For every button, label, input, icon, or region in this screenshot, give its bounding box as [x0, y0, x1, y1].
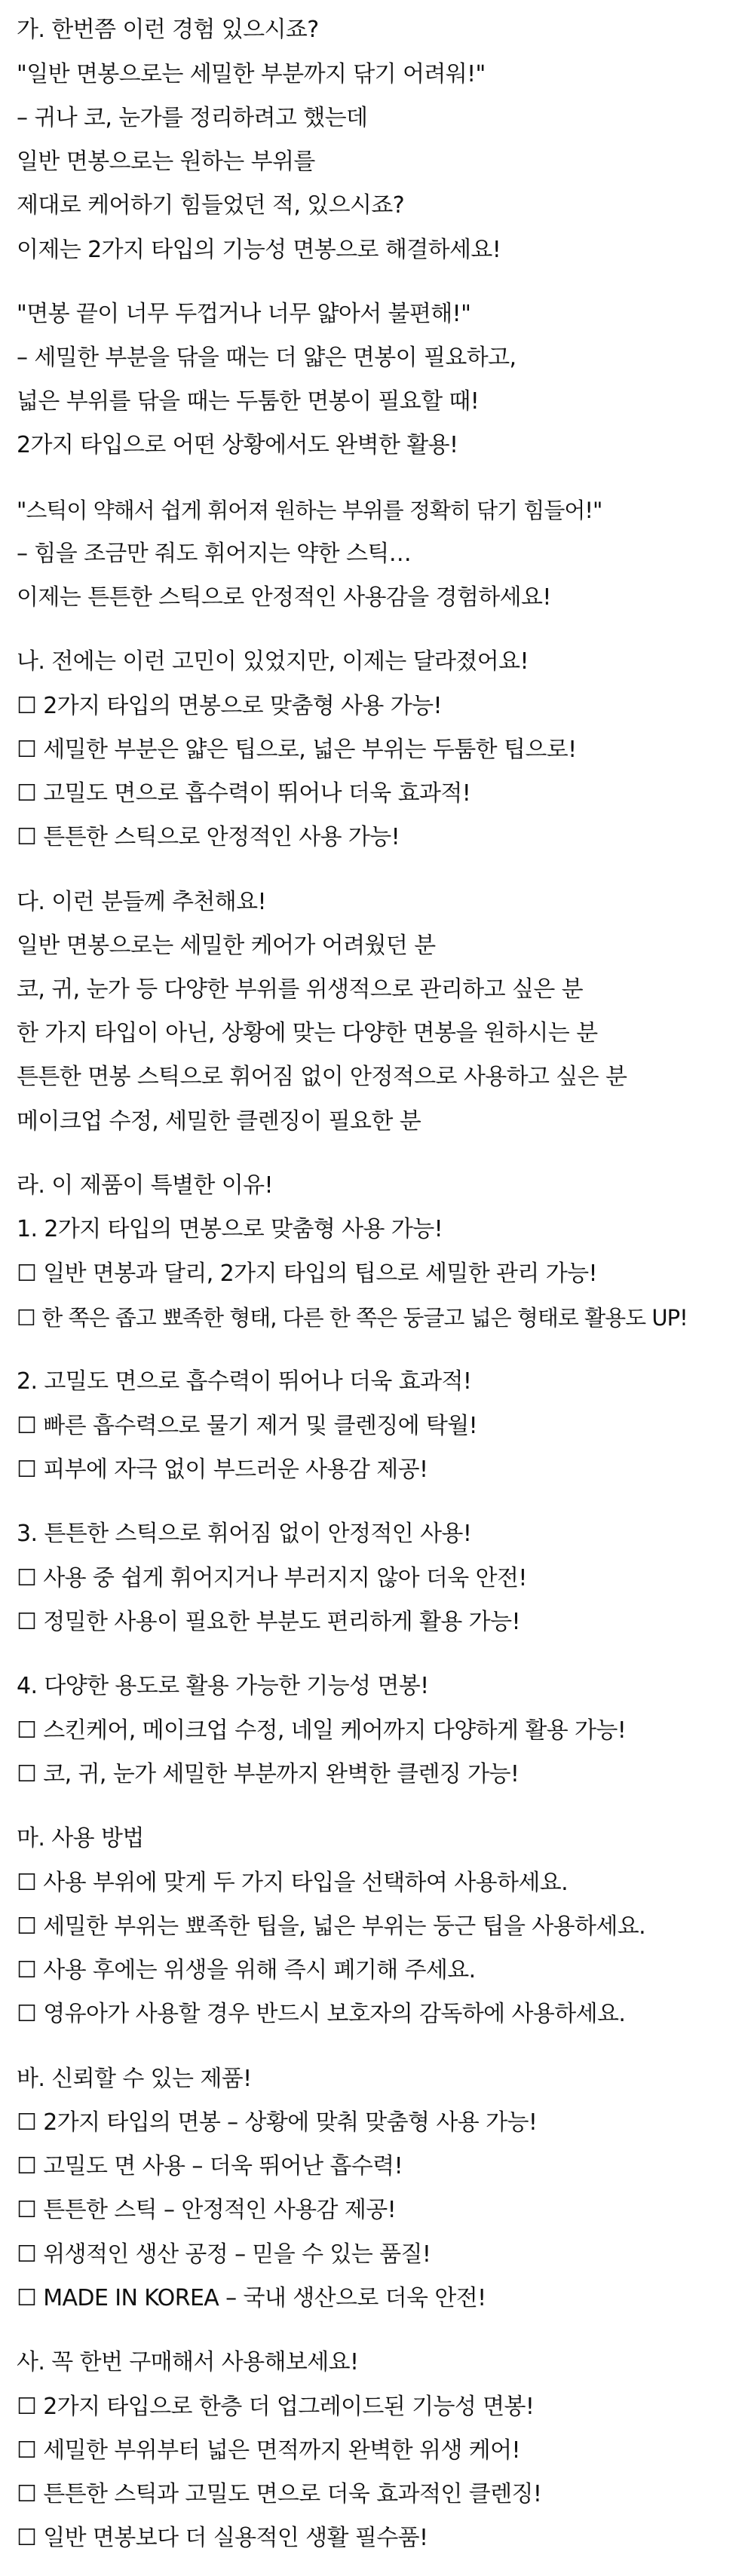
- checklist-item: ☐ 사용 후에는 위생을 위해 즉시 폐기해 주세요.: [17, 1957, 476, 1983]
- subheading: 1. 2가지 타입의 면봉으로 맞춤형 사용 가능!: [17, 1216, 443, 1242]
- checklist-item: ☐ 정밀한 사용이 필요한 부분도 편리하게 활용 가능!: [17, 1609, 520, 1635]
- text-line: 코, 귀, 눈가 등 다양한 부위를 위생적으로 관리하고 싶은 분: [17, 976, 584, 1003]
- section-heading: 나. 전에는 이런 고민이 있었지만, 이제는 달라졌어요!: [17, 648, 529, 675]
- checklist-item: ☐ 세밀한 부분은 얇은 팁으로, 넓은 부위는 두툼한 팁으로!: [17, 737, 577, 763]
- checklist-item: ☐ 위생적인 생산 공정 – 믿을 수 있는 품질!: [17, 2241, 431, 2268]
- text-line: "스틱이 약해서 쉽게 휘어져 원하는 부위를 정확히 닦기 힘들어!": [17, 498, 602, 523]
- subheading: 3. 튼튼한 스틱으로 휘어짐 없이 안정적인 사용!: [17, 1521, 472, 1547]
- subheading: 4. 다양한 용도로 활용 가능한 기능성 면봉!: [17, 1673, 429, 1699]
- checklist-item: ☐ 사용 부위에 맞게 두 가지 타입을 선택하여 사용하세요.: [17, 1870, 569, 1896]
- checklist-item: ☐ 고밀도 면으로 흡수력이 뛰어나 더욱 효과적!: [17, 780, 471, 807]
- checklist-item: ☐ 세밀한 부위는 뾰족한 팁을, 넓은 부위는 둥근 팁을 사용하세요.: [17, 1913, 646, 1940]
- section-heading: 마. 사용 방법: [17, 1825, 144, 1852]
- text-line: 한 가지 타입이 아닌, 상황에 맞는 다양한 면봉을 원하시는 분: [17, 1020, 598, 1046]
- text-line: – 세밀한 부분을 닦을 때는 더 얇은 면봉이 필요하고,: [17, 345, 516, 371]
- checklist-item: ☐ MADE IN KOREA – 국내 생산으로 더욱 안전!: [17, 2285, 486, 2311]
- text-line: 메이크업 수정, 세밀한 클렌징이 필요한 분: [17, 1108, 421, 1135]
- checklist-item: ☐ 일반 면봉과 달리, 2가지 타입의 팁으로 세밀한 관리 가능!: [17, 1260, 597, 1287]
- checklist-item: ☐ 튼튼한 스틱으로 안정적인 사용 가능!: [17, 824, 400, 850]
- text-line: 일반 면봉으로는 세밀한 케어가 어려웠던 분: [17, 933, 436, 959]
- text-line: 튼튼한 면봉 스틱으로 휘어짐 없이 안정적으로 사용하고 싶은 분: [17, 1064, 627, 1090]
- checklist-item: ☐ 영유아가 사용할 경우 반드시 보호자의 감독하에 사용하세요.: [17, 2001, 626, 2027]
- text-line: 일반 면봉으로는 원하는 부위를: [17, 149, 315, 175]
- section-heading: 라. 이 제품이 특별한 이유!: [17, 1172, 273, 1199]
- text-line: 넓은 부위를 닦을 때는 두툼한 면봉이 필요할 때!: [17, 388, 480, 415]
- text-line: 2가지 타입으로 어떤 상황에서도 완벽한 활용!: [17, 432, 458, 458]
- checklist-item: ☐ 스킨케어, 메이크업 수정, 네일 케어까지 다양하게 활용 가능!: [17, 1717, 627, 1744]
- text-line: "일반 면봉으로는 세밀한 부분까지 닦기 어려워!": [17, 61, 486, 87]
- section-heading: 다. 이런 분들께 추천해요!: [17, 889, 266, 915]
- checklist-item: ☐ 세밀한 부위부터 넓은 면적까지 완벽한 위생 케어!: [17, 2437, 520, 2464]
- checklist-item: ☐ 튼튼한 스틱과 고밀도 면으로 더욱 효과적인 클렌징!: [17, 2481, 542, 2507]
- text-line: 제대로 케어하기 힘들었던 적, 있으시죠?: [17, 192, 405, 219]
- checklist-item: ☐ 튼튼한 스틱 – 안정적인 사용감 제공!: [17, 2197, 397, 2223]
- checklist-item: ☐ 한 쪽은 좁고 뾰족한 형태, 다른 한 쪽은 둥글고 넓은 형태로 활용도 UP!: [17, 1305, 688, 1331]
- subheading: 2. 고밀도 면으로 흡수력이 뛰어나 더욱 효과적!: [17, 1368, 472, 1395]
- section-heading: 바. 신뢰할 수 있는 제품!: [17, 2066, 252, 2092]
- checklist-item: ☐ 2가지 타입의 면봉 – 상황에 맞춰 맞춤형 사용 가능!: [17, 2109, 538, 2136]
- checklist-item: ☐ 2가지 타입의 면봉으로 맞춤형 사용 가능!: [17, 693, 442, 719]
- checklist-item: ☐ 2가지 타입으로 한층 더 업그레이드된 기능성 면봉!: [17, 2394, 535, 2420]
- text-line: 이제는 2가지 타입의 기능성 면봉으로 해결하세요!: [17, 237, 501, 263]
- checklist-item: ☐ 피부에 자극 없이 부드러운 사용감 제공!: [17, 1456, 428, 1483]
- text-line: – 귀나 코, 눈가를 정리하려고 했는데: [17, 105, 368, 131]
- checklist-item: ☐ 고밀도 면 사용 – 더욱 뛰어난 흡수력!: [17, 2153, 403, 2179]
- checklist-item: ☐ 코, 귀, 눈가 세밀한 부분까지 완벽한 클렌징 가능!: [17, 1761, 520, 1787]
- checklist-item: ☐ 사용 중 쉽게 휘어지거나 부러지지 않아 더욱 안전!: [17, 1565, 527, 1591]
- text-line: "면봉 끝이 너무 두껍거나 너무 얇아서 불편해!": [17, 301, 471, 327]
- text-line: – 힘을 조금만 줘도 휘어지는 약한 스틱…: [17, 541, 412, 567]
- text-line: 이제는 튼튼한 스틱으로 안정적인 사용감을 경험하세요!: [17, 584, 551, 611]
- checklist-item: ☐ 일반 면봉보다 더 실용적인 생활 필수품!: [17, 2525, 428, 2551]
- section-heading: 가. 한번쯤 이런 경험 있으시죠?: [17, 17, 319, 43]
- checklist-item: ☐ 빠른 흡수력으로 물기 제거 및 클렌징에 탁월!: [17, 1413, 478, 1439]
- section-heading: 사. 꼭 한번 구매해서 사용해보세요!: [17, 2349, 359, 2375]
